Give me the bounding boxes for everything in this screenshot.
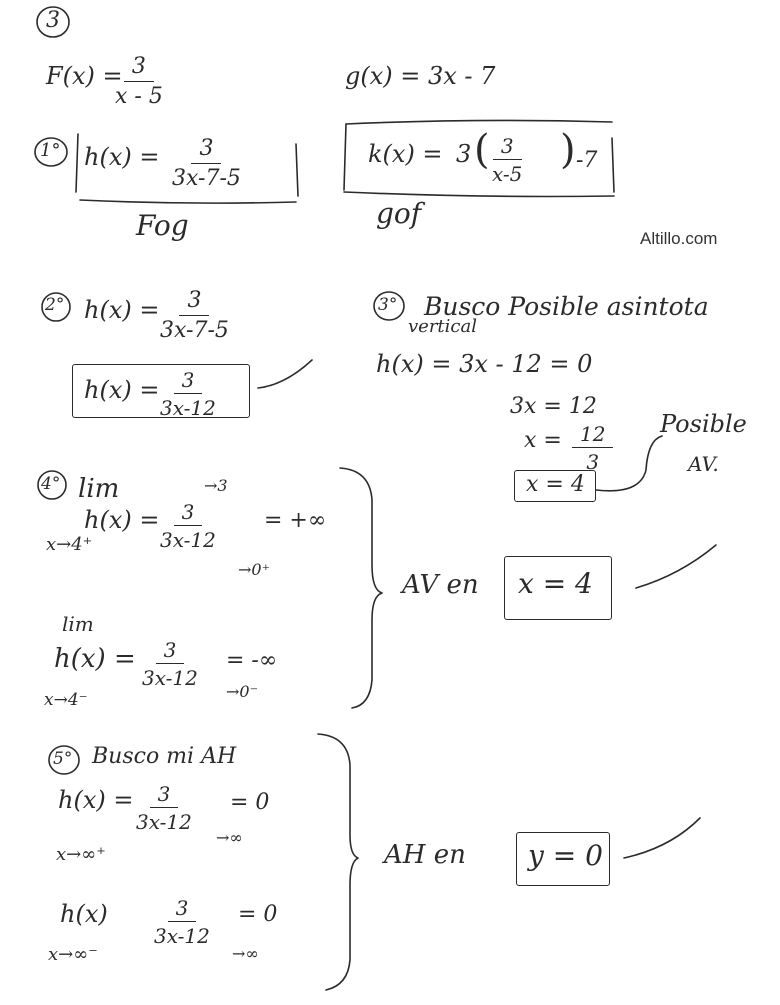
step3-note-line2: AV. (688, 452, 719, 476)
step4-lim2-rhs: = -∞ (226, 648, 278, 673)
step4-lim2-denominator-note: →0⁻ (226, 682, 259, 701)
step2-h-denominator: 3x-7-5 (160, 318, 229, 343)
step2-h2-fraction (160, 370, 216, 418)
step5-lim1-rhs: = 0 (230, 790, 270, 815)
step5-lim2-denominator-note: →∞ (232, 944, 259, 963)
f-definition-fraction (115, 56, 163, 108)
step1-k-caption: gof (376, 197, 422, 230)
step3-result: x = 4 (526, 472, 585, 497)
step3-equation3-lhs: x = (524, 428, 562, 453)
step5-label: 5° (53, 749, 73, 769)
step1-k-box-right-bar (612, 138, 614, 192)
step5-lim1-fraction (136, 784, 192, 832)
step1-k-lhs: k(x) = (368, 140, 443, 168)
step1-k-open-paren: ( (474, 127, 490, 173)
step2-h2-denominator: 3x-12 (160, 396, 216, 420)
step5-lim1-numerator: 3 (150, 784, 179, 808)
step1-k-tail: -7 (576, 148, 598, 173)
step2-check-mark (258, 360, 312, 388)
step1-h-numerator: 3 (191, 138, 221, 164)
step4-lim1-numerator: 3 (174, 502, 203, 526)
step4-lim1-denominator: 3x-12 (160, 528, 216, 552)
step4-brace (340, 468, 382, 708)
step5-lim1-sub: x→∞⁺ (56, 844, 106, 865)
step3-title-line1: Busco Posible asintota (424, 292, 709, 321)
step1-k-numerator: 3 (493, 136, 522, 160)
step3-title-line2: vertical (408, 316, 477, 337)
step1-h-box-underline (80, 200, 296, 203)
step4-lim1-fraction (160, 502, 216, 550)
step5-title: Busco mi AH (92, 744, 237, 769)
step1-k-close-paren: ) (560, 127, 576, 173)
step4-lim2-sub: x→4⁻ (44, 690, 88, 710)
step5-lim2-sub: x→∞⁻ (48, 944, 98, 965)
step1-h-box-left-bar (76, 134, 78, 192)
step1-k-denominator: x-5 (492, 162, 523, 186)
step5-lim2-denominator: 3x-12 (154, 924, 210, 948)
step3-equation3-fraction (572, 424, 613, 472)
step4-lim1-word: lim (78, 474, 120, 504)
step5-check-mark (624, 818, 700, 858)
step4-conclusion: AV en (402, 570, 479, 600)
f-definition-lhs: F(x) = (46, 62, 123, 90)
step5-lim2-fraction (154, 898, 210, 946)
step4-lim2-lhs: h(x) = (54, 644, 136, 674)
step5-lim2-rhs: = 0 (238, 902, 278, 927)
step5-lim1-lhs: h(x) = (58, 786, 134, 814)
step5-lim1-denominator-note: →∞ (216, 828, 243, 847)
step5-lim1-denominator: 3x-12 (136, 810, 192, 834)
step1-h-fraction (172, 138, 241, 190)
exercise-number: 3 (46, 8, 60, 33)
step2-label: 2° (45, 295, 65, 315)
step3-equation2: 3x = 12 (510, 394, 597, 419)
step2-h2-numerator: 3 (174, 370, 203, 394)
step4-lim2-numerator: 3 (156, 640, 185, 664)
step4-lim2-word: lim (62, 612, 94, 636)
step1-k-fraction (492, 136, 522, 184)
step1-h-lhs: h(x) = (84, 143, 160, 171)
step3-equation1: h(x) = 3x - 12 = 0 (376, 350, 593, 378)
step3-equation3-numerator: 12 (572, 424, 613, 448)
step5-conclusion-value: y = 0 (528, 839, 603, 872)
g-definition: g(x) = 3x - 7 (345, 62, 496, 90)
step4-lim1-lhs: h(x) = (84, 506, 160, 534)
step2-h-numerator: 3 (179, 290, 209, 316)
step3-note-line1: Posible (660, 410, 747, 438)
step4-lim2-denominator: 3x-12 (142, 666, 198, 690)
step1-label: 1° (40, 140, 61, 161)
step4-check-mark (636, 545, 716, 588)
step4-lim1-sub: x→4⁺ (46, 534, 93, 555)
step1-k-coefficient: 3 (456, 140, 472, 168)
step2-h2-lhs: h(x) = (84, 376, 160, 404)
step5-lim2-numerator: 3 (168, 898, 197, 922)
step3-label: 3° (378, 295, 398, 315)
step1-k-box-left-bar (344, 124, 346, 190)
step5-lim2-lhs: h(x) (60, 900, 108, 928)
step4-lim1-denominator-note: →0⁺ (238, 560, 271, 579)
step1-h-caption: Fog (136, 209, 189, 242)
step5-brace (318, 734, 358, 990)
step4-lim1-rhs: = +∞ (264, 508, 327, 533)
step4-conclusion-value: x = 4 (518, 567, 593, 600)
step5-conclusion: AH en (384, 840, 466, 870)
step2-h-lhs: h(x) = (84, 296, 160, 324)
step1-h-box-right-bar (296, 144, 298, 196)
step4-lim1-numerator-note: →3 (204, 476, 228, 495)
step1-h-denominator: 3x-7-5 (172, 166, 241, 191)
step1-k-box-underline (344, 192, 614, 197)
f-denominator: x - 5 (115, 84, 163, 109)
f-numerator: 3 (124, 56, 154, 82)
watermark: Altillo.com (640, 229, 718, 248)
step4-label: 4° (41, 474, 61, 494)
step2-h-fraction (160, 290, 229, 342)
step1-k-box-top (346, 120, 612, 124)
step3-equation3-denominator: 3 (586, 450, 600, 474)
step4-lim2-fraction (142, 640, 198, 688)
